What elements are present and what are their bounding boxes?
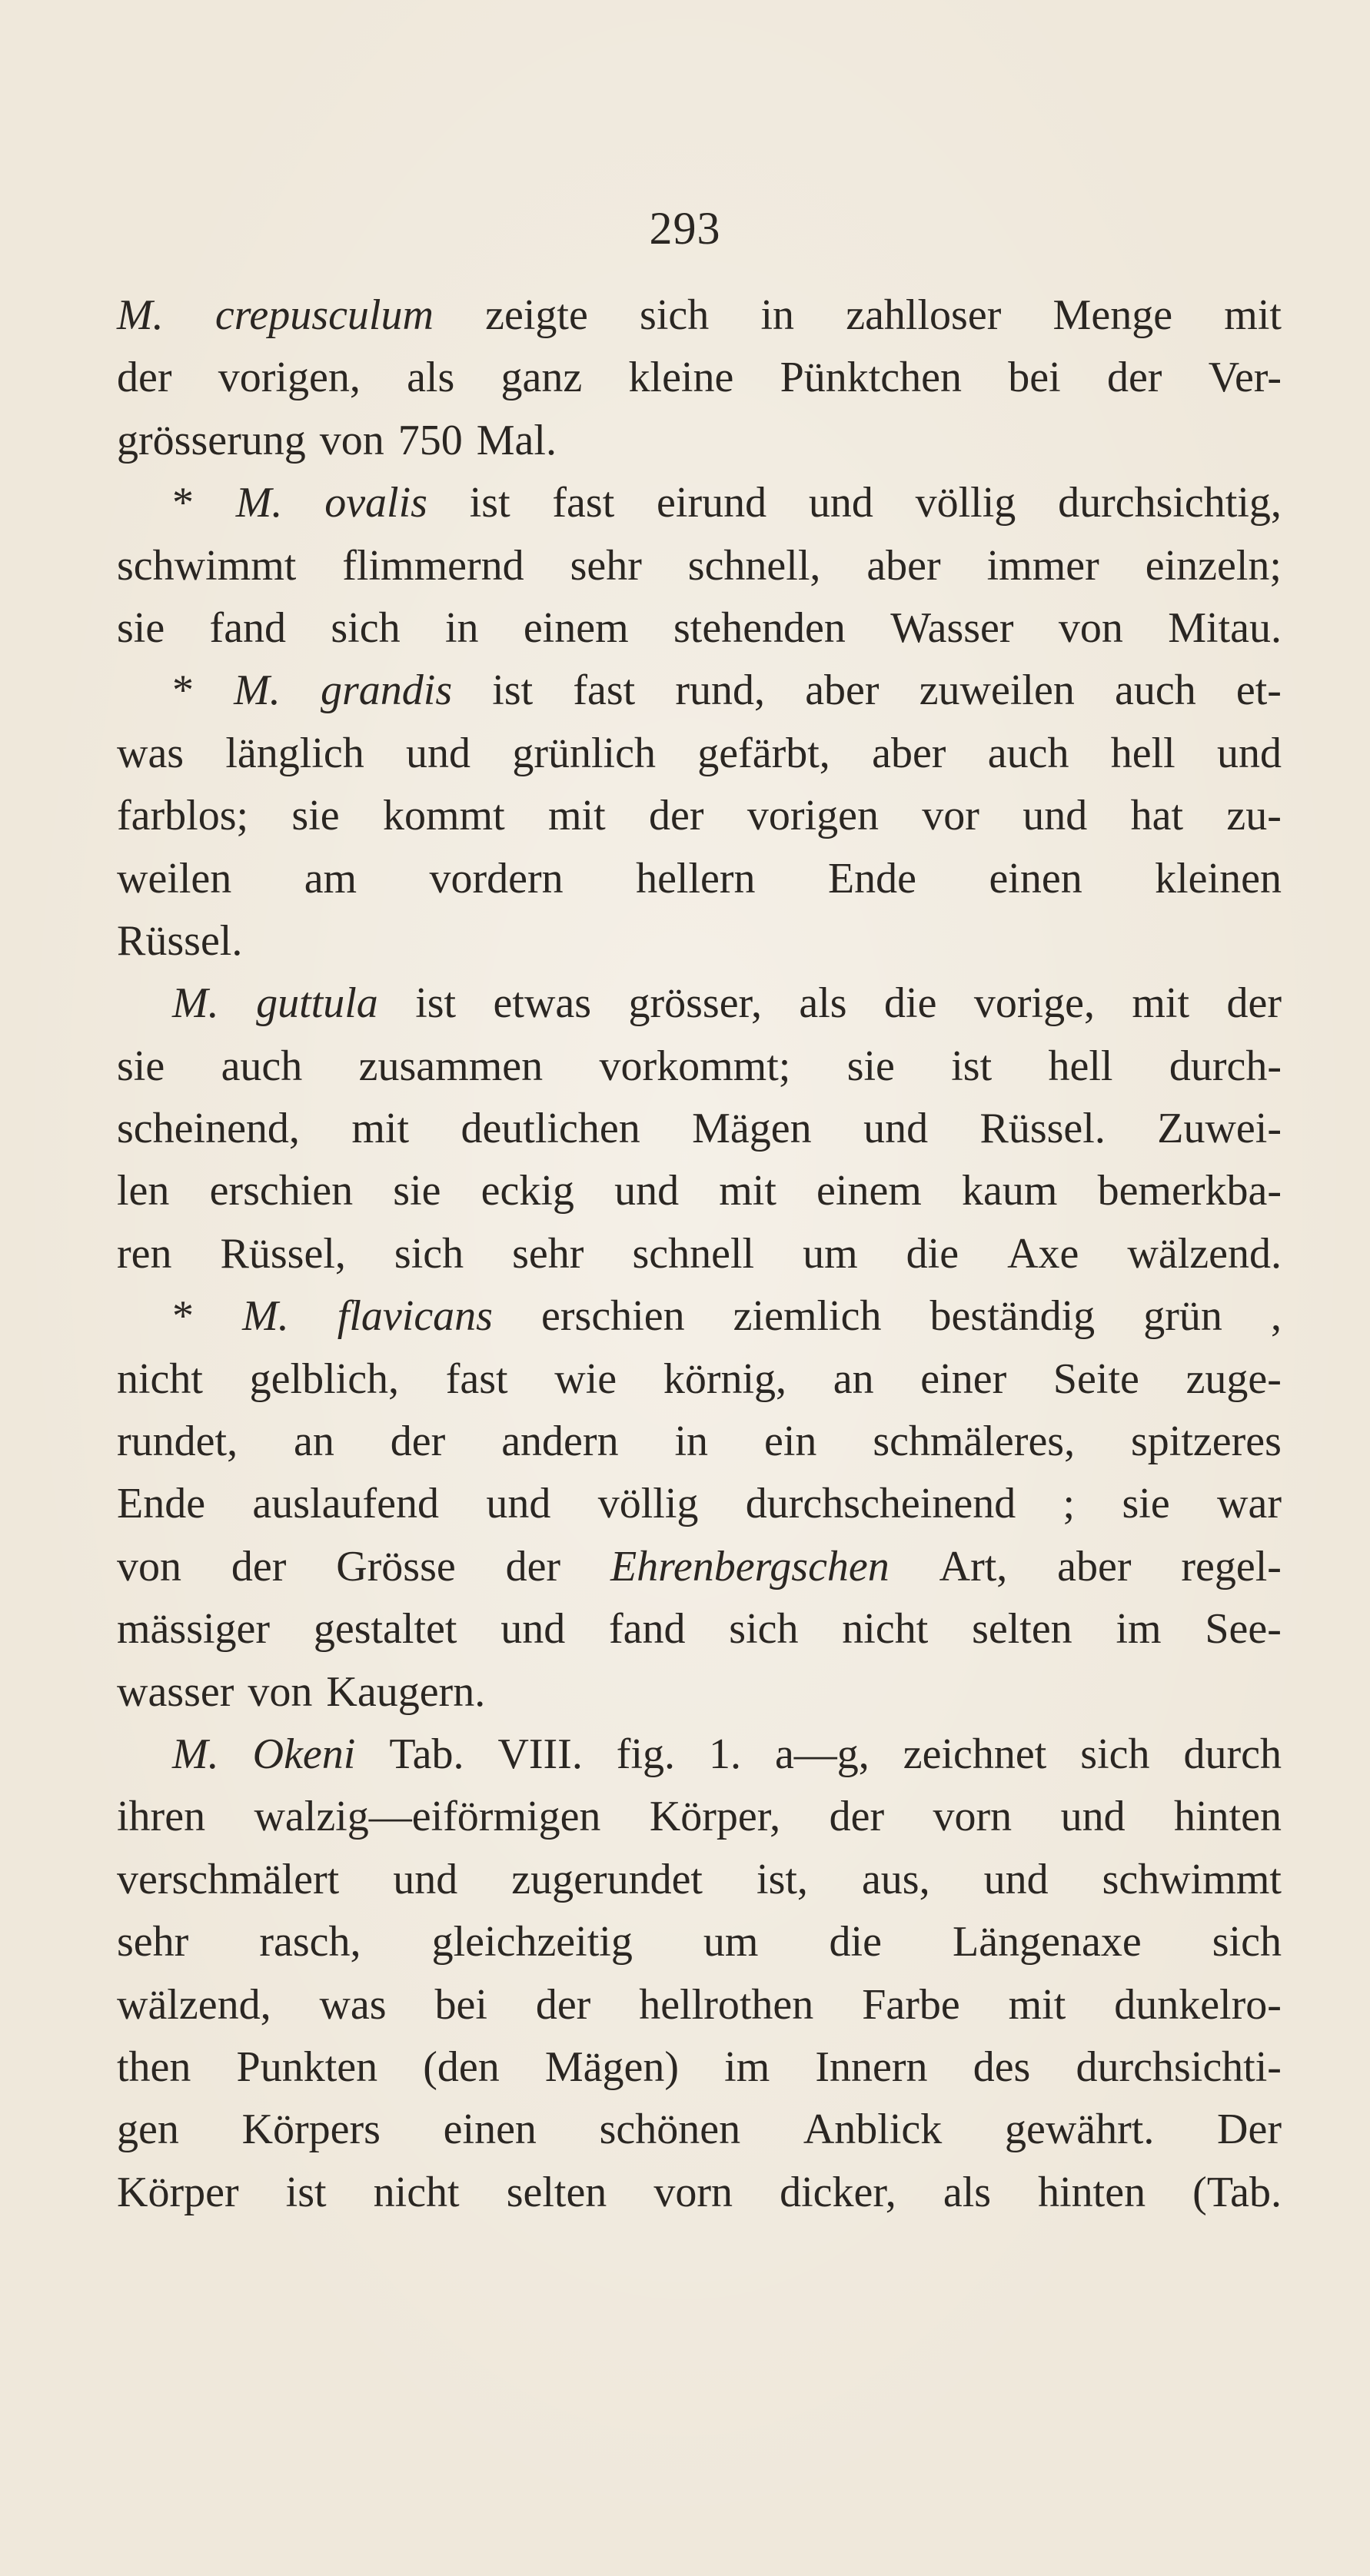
- word: der: [829, 1793, 885, 1841]
- word: andern: [501, 1418, 619, 1466]
- word: hinten: [1038, 2168, 1146, 2216]
- word: vorn: [933, 1793, 1013, 1841]
- word: regel-: [1181, 1542, 1282, 1590]
- word: Art,: [939, 1542, 1008, 1590]
- word: einem: [816, 1167, 922, 1215]
- word: mit: [351, 1105, 410, 1153]
- word: M.: [234, 666, 281, 715]
- word: ist: [469, 479, 510, 527]
- word: Okeni: [252, 1730, 356, 1778]
- word: gewährt.: [1004, 2106, 1155, 2154]
- word: zusammen: [358, 1042, 544, 1090]
- word: sie: [846, 1042, 895, 1090]
- word: an: [293, 1418, 334, 1466]
- word: Mägen: [692, 1105, 812, 1153]
- word: einer: [920, 1354, 1007, 1403]
- text-line: [117, 597, 1282, 660]
- word: der: [535, 1980, 591, 2029]
- word: Rüssel,: [220, 1229, 346, 1278]
- word: Menge: [1052, 291, 1173, 339]
- word: einzeln;: [1145, 541, 1282, 590]
- word: Innern: [815, 2043, 928, 2091]
- text-line: [117, 723, 1282, 785]
- word: und: [614, 1167, 680, 1215]
- word: a—g,: [774, 1730, 870, 1778]
- word: len: [117, 1167, 170, 1215]
- word: rasch,: [259, 1918, 361, 1966]
- word: schwimmt: [117, 541, 297, 590]
- word: körnig,: [663, 1354, 787, 1403]
- word: in: [760, 291, 795, 339]
- word: sie: [117, 1042, 165, 1090]
- word: hinten: [1173, 1793, 1282, 1841]
- word: weilen: [117, 854, 232, 902]
- word: hat: [1130, 792, 1184, 840]
- word: See-: [1205, 1605, 1282, 1654]
- word: 1.: [708, 1730, 741, 1778]
- word: auslaufend: [252, 1480, 439, 1528]
- word: et-: [1235, 666, 1282, 715]
- word: von: [319, 416, 384, 464]
- text-line: [117, 1849, 1282, 1911]
- word: zu-: [1226, 792, 1282, 840]
- word: auch: [221, 1042, 303, 1090]
- word: grösserung: [117, 416, 306, 464]
- word: beständig: [929, 1292, 1096, 1341]
- word: mit: [1224, 291, 1282, 339]
- text-line: [117, 535, 1282, 597]
- word: sehr: [570, 541, 642, 590]
- word: fast: [552, 479, 615, 527]
- word: und: [1217, 729, 1282, 777]
- word: wie: [554, 1354, 617, 1403]
- word: Farbe: [862, 1980, 960, 2029]
- word: VIII.: [497, 1730, 583, 1778]
- word: wälzend.: [1127, 1229, 1282, 1278]
- word: *: [172, 479, 194, 527]
- text-line: [117, 1598, 1282, 1660]
- word: der: [649, 792, 704, 840]
- word: am: [304, 854, 357, 902]
- word: spitzeres: [1131, 1418, 1282, 1466]
- word: und: [486, 1480, 551, 1528]
- word: einem: [523, 603, 629, 652]
- word: fig.: [616, 1730, 676, 1778]
- word: M.: [172, 979, 219, 1028]
- word: völlig: [915, 479, 1016, 527]
- word: Körper: [117, 2168, 239, 2216]
- text-line: [117, 848, 1282, 910]
- word: mässiger: [117, 1605, 271, 1654]
- word: die: [829, 1918, 882, 1966]
- word: der: [1226, 979, 1282, 1028]
- word: einen: [443, 2106, 537, 2154]
- word: rund,: [675, 666, 766, 715]
- word: fast: [573, 666, 636, 715]
- word: zugerundet: [511, 1855, 703, 1903]
- word: und: [500, 1605, 566, 1654]
- word: farblos;: [117, 792, 249, 840]
- word: eckig: [480, 1167, 574, 1215]
- word: ren: [117, 1229, 172, 1278]
- word: und: [863, 1105, 929, 1153]
- text-line: [117, 1473, 1282, 1535]
- word: kommt: [382, 792, 505, 840]
- word: ,: [1270, 1292, 1282, 1341]
- word: aber: [805, 666, 880, 715]
- word: ist: [415, 979, 457, 1028]
- word: Mägen): [544, 2043, 680, 2091]
- text-line: [117, 1974, 1282, 2036]
- text-line: [117, 410, 1282, 472]
- word: schnell,: [687, 541, 821, 590]
- word: vordern: [429, 854, 564, 902]
- text-line: [117, 2036, 1282, 2099]
- word: zuweilen: [919, 666, 1075, 715]
- word: ziemlich: [733, 1292, 882, 1341]
- text-line: [117, 785, 1282, 847]
- word: sich: [331, 603, 401, 652]
- text-line: [117, 284, 1282, 347]
- word: und: [1023, 792, 1088, 840]
- word: sie: [393, 1167, 441, 1215]
- word: Grösse: [336, 1542, 456, 1590]
- word: von: [248, 1667, 313, 1716]
- word: im: [1116, 1605, 1162, 1654]
- word: auch: [987, 729, 1069, 777]
- word: (den: [423, 2043, 500, 2091]
- word: schwimmt: [1102, 1855, 1282, 1903]
- word: vorige,: [973, 979, 1095, 1028]
- text-line: [117, 660, 1282, 722]
- text-line: [117, 1348, 1282, 1411]
- text-line: [117, 1786, 1282, 1848]
- word: vorigen,: [218, 354, 361, 402]
- word: als: [943, 2168, 992, 2216]
- word: kleinen: [1155, 854, 1282, 902]
- word: scheinend,: [117, 1105, 300, 1153]
- text-line: [117, 1035, 1282, 1098]
- word: der: [505, 1542, 561, 1590]
- word: ist: [285, 2168, 327, 2216]
- text-line: [117, 2162, 1282, 2224]
- word: sich: [729, 1605, 799, 1654]
- word: gefärbt,: [697, 729, 830, 777]
- word: ein: [763, 1418, 817, 1466]
- word: durch-: [1169, 1042, 1282, 1090]
- word: im: [724, 2043, 770, 2091]
- word: sie: [291, 792, 340, 840]
- word: und: [393, 1855, 458, 1903]
- word: ovalis: [324, 479, 427, 527]
- word: kaum: [962, 1167, 1058, 1215]
- word: und: [406, 729, 471, 777]
- word: sich: [1212, 1918, 1282, 1966]
- word: walzig—eiförmigen: [254, 1793, 601, 1841]
- word: die: [884, 979, 937, 1028]
- word: 750: [397, 416, 463, 464]
- word: hell: [1048, 1042, 1113, 1090]
- word: etwas: [493, 979, 592, 1028]
- word: bemerkba-: [1097, 1167, 1282, 1215]
- word: M.: [242, 1292, 289, 1341]
- word: was: [117, 729, 185, 777]
- word: nicht: [842, 1605, 929, 1654]
- word: der: [117, 354, 172, 402]
- text-line: [117, 1223, 1282, 1285]
- word: wasser: [117, 1667, 234, 1716]
- word: ganz: [500, 354, 583, 402]
- word: aber: [872, 729, 946, 777]
- word: mit: [548, 792, 606, 840]
- text-line: [117, 1098, 1282, 1160]
- word: flimmernd: [342, 541, 524, 590]
- word: sehr: [117, 1918, 189, 1966]
- word: zahlloser: [846, 291, 1002, 339]
- word: Der: [1217, 2106, 1282, 2154]
- word: auch: [1114, 666, 1196, 715]
- word: Punkten: [236, 2043, 378, 2091]
- word: fand: [209, 603, 287, 652]
- word: vorigen: [747, 792, 879, 840]
- word: vorkommt;: [599, 1042, 791, 1090]
- word: der: [390, 1418, 446, 1466]
- word: gleichzeitig: [431, 1918, 633, 1966]
- word: aus,: [861, 1855, 930, 1903]
- word: Zuwei-: [1157, 1105, 1282, 1153]
- word: ist: [951, 1042, 993, 1090]
- word: selten: [506, 2168, 607, 2216]
- word: mit: [1008, 1980, 1066, 2029]
- word: als: [407, 354, 455, 402]
- word: deutlichen: [461, 1105, 640, 1153]
- word: nicht: [373, 2168, 460, 2216]
- word: immer: [986, 541, 1099, 590]
- word: in: [444, 603, 479, 652]
- word: Kaugern.: [326, 1667, 486, 1716]
- word: an: [833, 1354, 874, 1403]
- word: erschien: [209, 1167, 354, 1215]
- word: mit: [719, 1167, 776, 1215]
- word: ;: [1062, 1480, 1076, 1528]
- word: fand: [609, 1605, 686, 1654]
- word: was: [319, 1980, 387, 2029]
- word: grünlich: [512, 729, 656, 777]
- word: um: [703, 1918, 759, 1966]
- word: erschien: [541, 1292, 685, 1341]
- word: aber: [866, 541, 941, 590]
- word: einen: [989, 854, 1082, 902]
- word: (Tab.: [1192, 2168, 1282, 2216]
- word: wälzend,: [117, 1980, 271, 2029]
- word: hellrothen: [639, 1980, 814, 2029]
- word: völlig: [597, 1480, 699, 1528]
- word: M.: [117, 291, 164, 339]
- word: von: [1058, 603, 1123, 652]
- word: *: [172, 666, 194, 715]
- word: war: [1217, 1480, 1282, 1528]
- word: hellern: [636, 854, 756, 902]
- text-line: [117, 1911, 1282, 1973]
- word: gen: [117, 2106, 179, 2154]
- word: rundet,: [117, 1418, 238, 1466]
- body-text: [117, 284, 1282, 2224]
- word: sehr: [512, 1229, 584, 1278]
- text-line: [117, 1723, 1282, 1786]
- word: aber: [1057, 1542, 1132, 1590]
- word: ist,: [756, 1855, 808, 1903]
- word: Anblick: [803, 2106, 943, 2154]
- page-number: 293: [649, 203, 721, 254]
- word: Ende: [117, 1480, 206, 1528]
- word: schnell: [632, 1229, 755, 1278]
- word: des: [973, 2043, 1031, 2091]
- text-line: [117, 1536, 1282, 1598]
- word: zuge-: [1185, 1354, 1282, 1403]
- word: bei: [1008, 354, 1061, 402]
- word: dicker,: [780, 2168, 896, 2216]
- text-line: [117, 972, 1282, 1035]
- word: Mitau.: [1168, 603, 1282, 652]
- word: Rüssel.: [979, 1105, 1106, 1153]
- word: guttula: [256, 979, 378, 1028]
- word: die: [906, 1229, 959, 1278]
- text-line: [117, 2099, 1282, 2161]
- word: kleine: [628, 354, 734, 402]
- word: vorn: [653, 2168, 733, 2216]
- word: stehenden: [673, 603, 846, 652]
- word: ihren: [117, 1793, 206, 1841]
- word: gelblich,: [249, 1354, 400, 1403]
- word: then: [117, 2043, 191, 2091]
- word: M.: [235, 479, 283, 527]
- word: nicht: [117, 1354, 203, 1403]
- word: M.: [172, 1730, 219, 1778]
- word: durchsichtig,: [1058, 479, 1282, 527]
- text-line: [117, 1661, 1282, 1723]
- word: Tab.: [389, 1730, 464, 1778]
- word: Wasser: [890, 603, 1014, 652]
- text-line: [117, 347, 1282, 409]
- word: grün: [1143, 1292, 1222, 1341]
- word: sich: [394, 1229, 464, 1278]
- word: ist: [492, 666, 534, 715]
- word: sie: [1122, 1480, 1170, 1528]
- word: hell: [1110, 729, 1175, 777]
- word: Körper,: [649, 1793, 781, 1841]
- word: als: [799, 979, 847, 1028]
- word: Längenaxe: [953, 1918, 1142, 1966]
- word: zeichnet: [903, 1730, 1047, 1778]
- word: Ehrenbergschen: [610, 1542, 890, 1590]
- word: grandis: [320, 666, 453, 715]
- word: verschmälert: [117, 1855, 340, 1903]
- word: schönen: [599, 2106, 741, 2154]
- word: zeigte: [485, 291, 588, 339]
- word: mit: [1132, 979, 1190, 1028]
- word: sich: [1080, 1730, 1150, 1778]
- word: Mal.: [476, 416, 557, 464]
- word: und: [1060, 1793, 1126, 1841]
- text-line: [117, 472, 1282, 534]
- word: durchsichti-: [1076, 2043, 1282, 2091]
- word: flavicans: [337, 1292, 493, 1341]
- word: durchscheinend: [745, 1480, 1016, 1528]
- word: fast: [445, 1354, 508, 1403]
- word: in: [674, 1418, 709, 1466]
- word: grösser,: [628, 979, 762, 1028]
- word: länglich: [225, 729, 364, 777]
- word: crepusculum: [214, 291, 434, 339]
- word: von: [117, 1542, 181, 1590]
- word: und: [983, 1855, 1049, 1903]
- word: *: [172, 1292, 194, 1341]
- word: dunkelro-: [1114, 1980, 1282, 2029]
- word: bei: [434, 1980, 487, 2029]
- word: Seite: [1052, 1354, 1139, 1403]
- word: Axe: [1007, 1229, 1079, 1278]
- word: selten: [972, 1605, 1072, 1654]
- text-line: [117, 1411, 1282, 1473]
- word: sich: [640, 291, 710, 339]
- word: Rüssel.: [117, 916, 243, 965]
- word: Ver-: [1208, 354, 1282, 402]
- word: eirund: [657, 479, 767, 527]
- word: vor: [922, 792, 979, 840]
- word: Ende: [827, 854, 917, 902]
- text-line: [117, 1160, 1282, 1222]
- text-line: [117, 1285, 1282, 1348]
- word: der: [1106, 354, 1162, 402]
- word: durch: [1183, 1730, 1282, 1778]
- word: und: [808, 479, 873, 527]
- word: Pünktchen: [780, 354, 963, 402]
- word: gestaltet: [313, 1605, 457, 1654]
- word: Körpers: [241, 2106, 381, 2154]
- word: um: [803, 1229, 858, 1278]
- word: der: [231, 1542, 287, 1590]
- text-line: [117, 910, 1282, 972]
- word: sie: [117, 603, 165, 652]
- word: schmäleres,: [873, 1418, 1076, 1466]
